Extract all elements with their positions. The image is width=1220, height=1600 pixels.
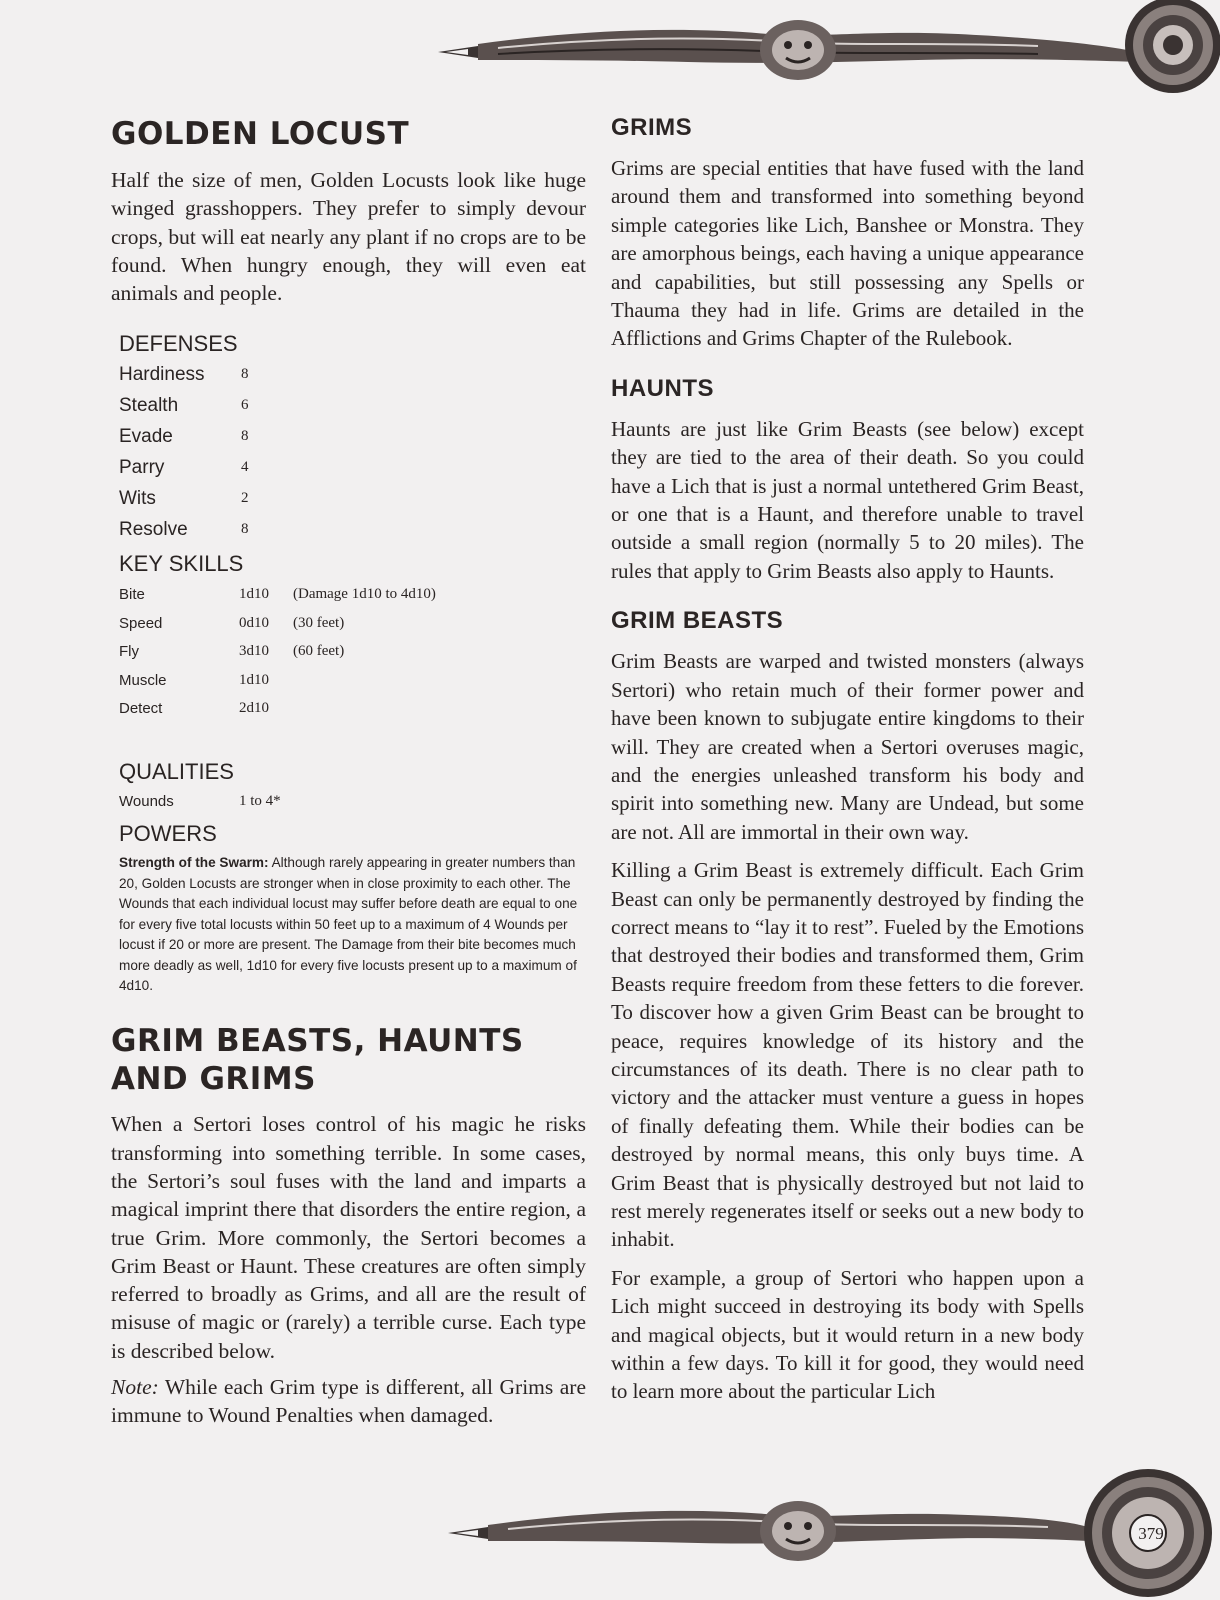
skill-note: (30 feet) — [293, 614, 345, 631]
skill-row — [119, 580, 586, 609]
skill-label: Fly — [119, 643, 139, 661]
qualities-heading: QUALITIES — [119, 758, 234, 784]
grims-heading: GRIMS — [611, 114, 693, 141]
haunts-paragraph: Haunts are just like Grim Beasts (see below) except they are tied to the area of their death. So you could have a Lich that is just a normal untethered Grim Beast, or one that is a Haunt, and therefore unable to travel outside a small region (normally 5 to 20 miles). The rules that apply to Grim Beasts also apply to Haunts. — [611, 416, 1084, 583]
skill-note: (60 feet) — [293, 643, 345, 660]
skill-dice: 2d10 — [239, 700, 269, 717]
note-label: Note: — [111, 1375, 159, 1399]
key-skills-table — [111, 580, 586, 723]
defense-row — [119, 514, 586, 545]
key-skills-heading: KEY SKILLS — [119, 551, 244, 577]
skill-row — [119, 694, 586, 723]
grims-paragraph: Grims are special entities that have fused with the land around them and transformed into something beyond simple categories like Lich, Banshee or Monstra. They are amorphous beings, each having a unique appearance and capabilities, but still possessing any Spells or Thauma they had in life. Grims are detailed in the Afflictions and Grims Chapter of the Rulebook. — [611, 156, 1084, 351]
skill-row — [119, 609, 586, 638]
defense-label: Hardiness — [119, 363, 205, 385]
note-text: While each Grim type is different, all Grims are immune to Wound Penalties when damaged. — [111, 1375, 586, 1428]
defenses-table — [119, 359, 586, 545]
powers-description — [119, 853, 586, 996]
grim-beasts-paragraph-2: Killing a Grim Beast is extremely difficult. Each Grim Beast can only be permanently destroyed by finding the correct means to “lay it to rest”. Fueled by the Emotions that destroyed their bodies and transformed them, Grim Beasts require freedom from these fetters to die forever. To discover how a given Grim Beast can be brought to peace, requires knowledge of its history and the circumstances of its death. There is no clear path to victory and the attacker must venture a guess in hopes of finally defeating them. While their bodies can be destroyed by normal means, this only buys time. A Grim Beast that is physically destroyed but not laid to rest merely regenerates itself or seeks out a new body to inhabit. — [611, 858, 1084, 1252]
grim-section-title — [111, 1022, 586, 1098]
skill-label: Bite — [119, 586, 145, 604]
grim-title-line1: GRIM BEASTS, HAUNTS — [111, 1023, 524, 1060]
defense-row — [119, 359, 586, 390]
defense-value: 6 — [241, 397, 249, 414]
defense-value: 4 — [241, 459, 249, 476]
creature-face-icon — [760, 20, 836, 80]
skill-dice: 0d10 — [239, 614, 269, 631]
power-name: Strength of the Swarm: — [119, 855, 269, 871]
creature-face-icon — [760, 1501, 836, 1561]
skill-row — [119, 637, 586, 666]
skill-label: Muscle — [119, 671, 167, 689]
bottom-ornament-illustration — [448, 1455, 1220, 1600]
defense-value: 2 — [241, 490, 249, 507]
defense-value: 8 — [241, 366, 249, 383]
medallion-icon — [1125, 0, 1220, 93]
powers-heading: POWERS — [119, 821, 217, 847]
grim-beasts-heading: GRIM BEASTS — [611, 607, 784, 635]
defense-value: 8 — [241, 428, 249, 445]
haunts-heading: HAUNTS — [611, 374, 714, 402]
top-ornament-illustration — [438, 0, 1220, 105]
quality-label: Wounds — [119, 792, 174, 810]
defense-label: Evade — [119, 425, 173, 447]
defense-row — [119, 421, 586, 452]
golden-locust-title: GOLDEN LOCUST — [111, 116, 410, 152]
grim-intro-paragraph: When a Sertori loses control of his magic he risks transforming into something terrible. In some cases, the Sertori’s soul fuses with the land and imparts a magical imprint there that disorders the entire region, a true Grim. More commonly, the Sertori becomes a Grim Beast or Haunt. These creatures are often simply referred to broadly as Grims, and all are the result of misuse of magic or (rarely) a terrible curse. Each type is described below. — [111, 1112, 586, 1363]
skill-dice: 3d10 — [239, 643, 269, 660]
skill-dice: 1d10 — [239, 586, 269, 603]
defense-row — [119, 452, 586, 483]
page-number: 379 — [1138, 1524, 1164, 1543]
left-column — [111, 108, 586, 1430]
right-column — [611, 108, 1084, 1406]
grim-note-paragraph — [111, 1373, 586, 1430]
defense-label: Parry — [119, 456, 165, 478]
defense-row — [119, 390, 586, 421]
defenses-heading: DEFENSES — [119, 331, 238, 357]
power-text: Although rarely appearing in greater numbers than 20, Golden Locusts are stronger when in close proximity to each other. The Wounds that each individual locust may suffer before death are equal to one for every five total locusts within 50 feet up to a maximum of 4 Wounds per locust if 20 or more are present. The Damage from their bite becomes much more deadly as well, 1d10 for every five locusts present up to a maximum of 4d10. — [119, 855, 578, 993]
skill-note: (Damage 1d10 to 4d10) — [293, 586, 436, 603]
defense-label: Wits — [119, 487, 156, 509]
defense-value: 8 — [241, 521, 249, 538]
quality-value: 1 to 4* — [239, 792, 281, 809]
quality-row — [119, 787, 586, 816]
grim-beasts-paragraph-1: Grim Beasts are warped and twisted monsters (always Sertori) who retain much of their former power and have been known to subjugate entire kingdoms to their will. They are created when a Sertori overuses magic, and the energies unleashed transform his body and spirit into something new. Many are Undead, but some are not. All are immortal in their own way. — [611, 649, 1084, 844]
skill-row — [119, 666, 586, 695]
spear-tip-icon — [448, 1527, 488, 1539]
grim-beasts-paragraph-3: For example, a group of Sertori who happen upon a Lich might succeed in destroying its body with Spells and magical objects, but it would return in a new body within a few days. To kill it for good, they would need to learn more about the particular Lich — [611, 1265, 1084, 1404]
skill-dice: 1d10 — [239, 671, 269, 688]
grim-title-line2: AND GRIMS — [111, 1061, 316, 1098]
defense-row — [119, 483, 586, 514]
skill-label: Detect — [119, 700, 163, 718]
spear-tip-icon — [438, 46, 478, 58]
skill-label: Speed — [119, 614, 163, 632]
defense-label: Resolve — [119, 518, 188, 540]
defense-label: Stealth — [119, 394, 179, 416]
golden-locust-description: Half the size of men, Golden Locusts look like huge winged grasshoppers. They prefer to simply devour crops, but will eat nearly any plant if no crops are to be found. When hungry enough, they will even eat animals and people. — [111, 168, 586, 306]
